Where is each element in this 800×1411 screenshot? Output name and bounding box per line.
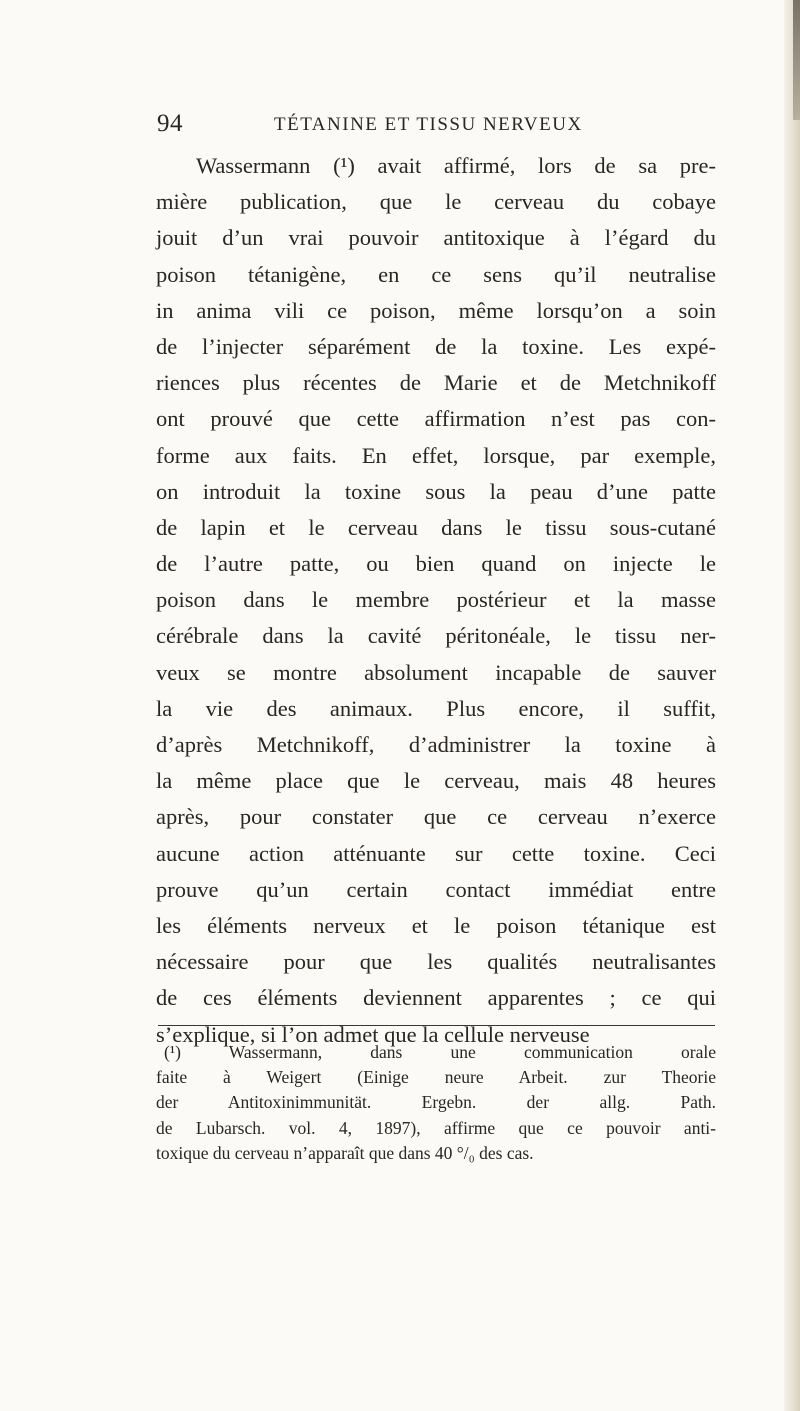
body-line: riences plus récentes de Marie et de Metchnikoff (156, 370, 716, 396)
page-header (157, 110, 717, 142)
body-line: veux se montre absolument incapable de sauver (156, 659, 716, 685)
footnote-line: faite à Weigert (Einige neure Arbeit. zur Theorie (156, 1067, 716, 1088)
body-line: les éléments nerveux et le poison tétanique est (156, 912, 716, 938)
footnote-line: der Antitoxinimmunität. Ergebn. der allg. Path. (156, 1092, 716, 1113)
body-line: s’explique, si l’on admet que la cellule nerveuse (156, 1021, 590, 1047)
body-line: de ces éléments deviennent apparentes ; ce qui (156, 985, 716, 1011)
footnote-line: de Lubarsch. vol. 4, 1897), affirme que ce pouvoir anti- (156, 1117, 716, 1138)
page-edge-shadow (784, 0, 800, 1411)
body-line: après, pour constater que ce cerveau n’exerce (156, 804, 716, 830)
footnote-divider (158, 1025, 715, 1026)
body-line: prouve qu’un certain contact immédiat entre (156, 876, 716, 902)
body-line: on introduit la toxine sous la peau d’une patte (156, 478, 716, 504)
body-paragraph (156, 148, 716, 1053)
page-number: 94 (157, 110, 183, 137)
body-line: nécessaire pour que les qualités neutralisantes (156, 949, 716, 975)
running-head: TÉTANINE ET TISSU NERVEUX (274, 114, 583, 135)
body-line: cérébrale dans la cavité péritonéale, le tissu ner- (156, 623, 716, 649)
body-line: forme aux faits. En effet, lorsque, par exemple, (156, 442, 716, 468)
body-line: jouit d’un vrai pouvoir antitoxique à l’égard du (156, 225, 716, 251)
body-line: mière publication, que le cerveau du cobaye (156, 189, 716, 215)
body-line: de lapin et le cerveau dans le tissu sous-cutané (156, 514, 716, 540)
body-line: de l’autre patte, ou bien quand on injecte le (156, 551, 716, 577)
footnote-line: (¹) Wassermann, dans une communication orale (164, 1042, 716, 1062)
body-line: aucune action atténuante sur cette toxine. Ceci (156, 840, 716, 866)
page-edge-dark-corner (793, 0, 800, 120)
body-line: in anima vili ce poison, même lorsqu’on a soin (156, 297, 716, 323)
footnote (156, 1040, 716, 1166)
footnote-line: toxique du cerveau n’apparaît que dans 40 °/₀ des cas. (156, 1142, 534, 1163)
body-line: la vie des animaux. Plus encore, il suffit, (156, 695, 716, 721)
body-line: d’après Metchnikoff, d’administrer la toxine à (156, 732, 716, 757)
body-line: Wassermann (¹) avait affirmé, lors de sa pre- (196, 153, 716, 178)
body-line: de l’injecter séparément de la toxine. Les expé- (156, 333, 716, 359)
body-line: ont prouvé que cette affirmation n’est pas con- (156, 406, 716, 432)
body-line: poison dans le membre postérieur et la masse (156, 587, 716, 613)
body-line: poison tétanigène, en ce sens qu’il neutralise (156, 261, 716, 287)
body-line: la même place que le cerveau, mais 48 heures (156, 768, 716, 794)
